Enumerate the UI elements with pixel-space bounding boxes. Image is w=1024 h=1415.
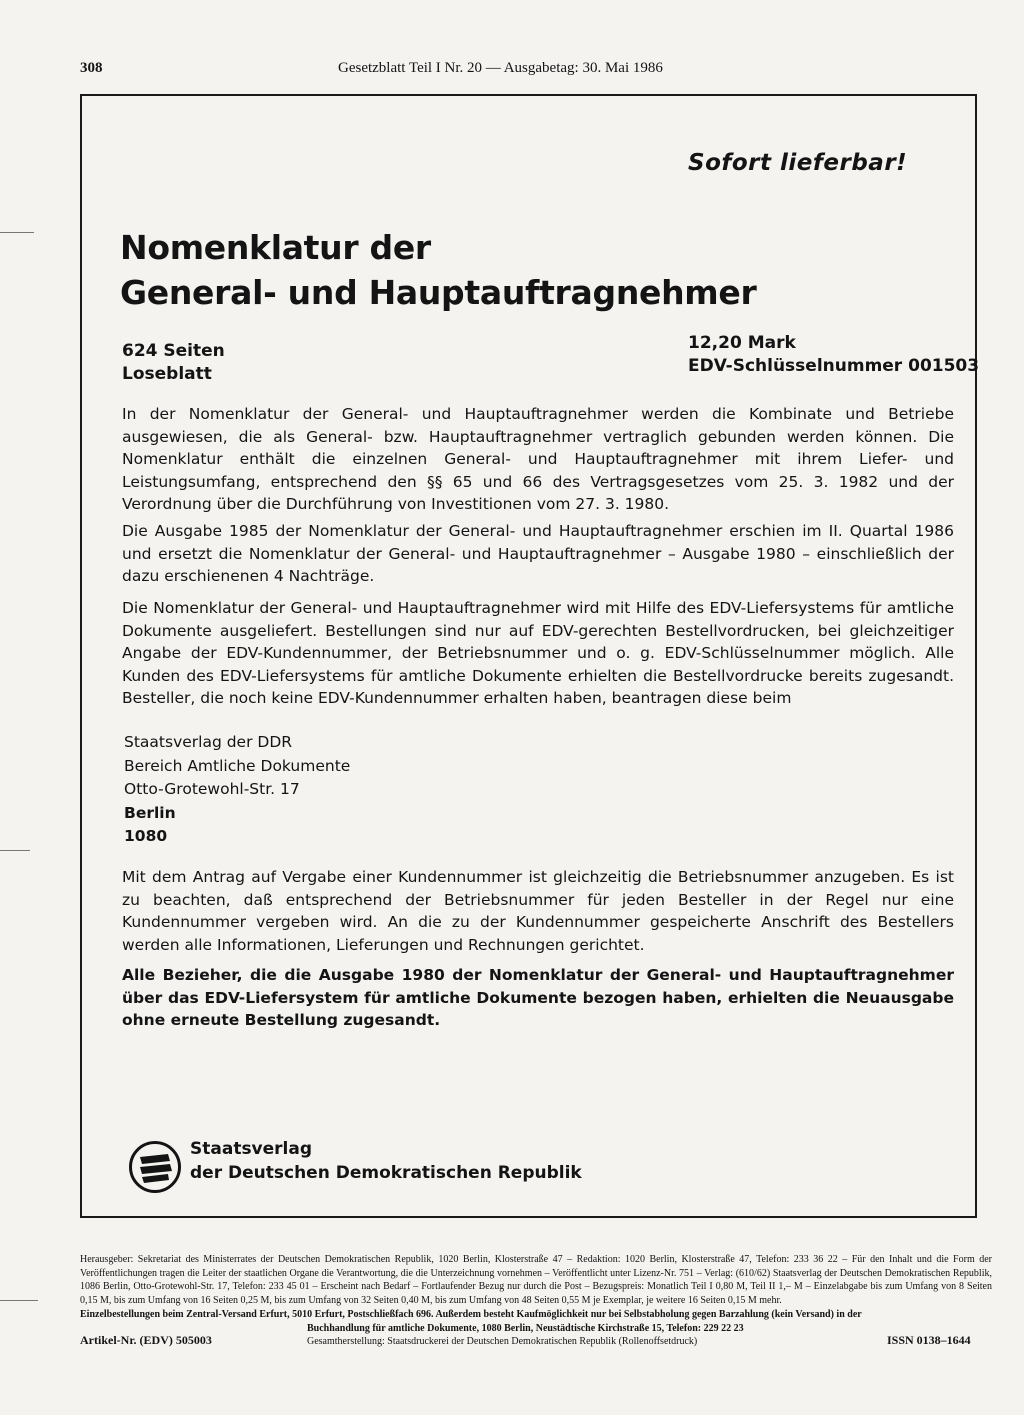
title-line-1: Nomenklatur der (120, 228, 431, 267)
imprint-text: Herausgeber: Sekretariat des Ministerrates der Deutschen Demokratischen Republik, 1020 Berlin, Klosterstraße 47 – Redaktion: 1020 Berlin, Klosterstraße 47, Telefon: 233 36 22 – Für den Inhalt und die Form der Veröffentlichungen tragen die Leiter der staatlichen Organe die Verantwortung, die die Unterzeichnung vornehmen – Veröffentlicht unter Lizenz-Nr. 751 – Verlag: (610/62) Staatsverlag der Deutschen Demokratischen Republik, 1086 Berlin, Otto-Grotewohl-Str. 17, Telefon: 233 45 01 – Erscheint nach Bedarf – Fortlaufender Bezug nur durch die Post – Bezugspreis: Monatlich Teil I 0,80 M, Teil II 1,– M – Einzelabgabe bis zum Umfang von 8 Seiten 0,15 M, bis zum Umfang von 16 Seiten 0,25 M, bis zum Umfang von 32 Seiten 0,40 M, bis zum Umfang von 48 Seiten 0,55 M je Exemplar, je weitere 16 Seiten 0,15 M mehr. (80, 1254, 992, 1306)
order-info: Einzelbestellungen beim Zentral-Versand Erfurt, 5010 Erfurt, Postschließfach 696. Außerdem besteht Kaufmöglichkeit nur bei Selbstabholung gegen Barzahlung (kein Versand) in der (80, 1309, 862, 1320)
ad-title (120, 225, 920, 315)
paragraph-3: Die Nomenklatur der General- und Hauptauftragnehmer wird mit Hilfe des EDV-Liefersystems für amtliche Dokumente ausgeliefert. Bestellungen sind nur auf EDV-gerechten Bestellvordrucken, bei gleichzeitiger Angabe der EDV-Kundennummer, der Betriebsnummer und o. g. EDV-Schlüsselnummer möglich. Alle Kunden des EDV-Liefersystems für amtliche Dokumente erhielten die Bestellvordrucke bereits zugesandt. Besteller, die noch keine EDV-Kundennummer erhalten haben, beantragen diese beim (122, 599, 954, 707)
address-line: Bereich Amtliche Dokumente (124, 756, 351, 775)
format: Loseblatt (122, 364, 212, 384)
paragraph-4: Mit dem Antrag auf Vergabe einer Kundennummer ist gleichzeitig die Betriebsnummer anzugeben. Es ist zu beachten, daß entsprechend der Betriebsnummer für jeden Besteller in der Regel nur eine Kundennummer vergeben wird. An die zu der Kundennummer gespeicherte Anschrift des Bestellers werden alle Informationen, Lieferungen und Rechnungen gerichtet. (122, 868, 954, 954)
bold-note: Alle Bezieher, die die Ausgabe 1980 der Nomenklatur der General- und Hauptauftragnehmer über das EDV-Liefersystem für amtliche Dokumente bezogen haben, erhielten die Neuausgabe ohne erneute Bestellung zugesandt. (122, 966, 954, 1029)
page-number: 308 (80, 60, 103, 76)
paragraph-2: Die Ausgabe 1985 der Nomenklatur der General- und Hauptauftragnehmer erschien im II. Quartal 1986 und ersetzt die Nomenklatur der General- und Hauptauftragnehmer – Ausgabe 1980 – einschließlich der dazu erschienenen 4 Nachträge. (122, 522, 954, 585)
footer-last-row (80, 1322, 992, 1352)
title-line-2: General- und Hauptauftragnehmer (120, 273, 757, 312)
product-info (122, 340, 225, 386)
publisher-line-2: der Deutschen Demokratischen Republik (190, 1163, 582, 1183)
address-postcode: 1080 (124, 827, 168, 845)
address-line: Staatsverlag der DDR (124, 733, 293, 751)
publisher-logo-icon (128, 1140, 182, 1194)
address-line: Otto-Grotewohl-Str. 17 (124, 780, 300, 798)
publisher-line-1: Staatsverlag (190, 1139, 313, 1159)
price-info (688, 332, 979, 378)
address-city: Berlin (124, 803, 176, 822)
article-number: Artikel-Nr. (EDV) 505003 (80, 1332, 212, 1347)
page-header (80, 60, 980, 82)
bookshop-info: Buchhandlung für amtliche Dokumente, 1080 Berlin, Neustädtische Kirchstraße 15, Telefon: 229 22 23 (307, 1322, 744, 1334)
address-block (124, 731, 350, 849)
margin-mark (0, 850, 30, 851)
edv-key: EDV-Schlüsselnummer 001503 (688, 356, 980, 376)
page-count: 624 Seiten (122, 341, 225, 361)
running-title: Gesetzblatt Teil I Nr. 20 — Ausgabetag: 30. Mai 1986 (338, 60, 663, 76)
footer-center (307, 1322, 827, 1349)
printer-info: Gesamtherstellung: Staatsdruckerei der Deutschen Demokratischen Republik (Rollenoffsetdruck) (307, 1336, 698, 1347)
imprint-footer (80, 1253, 992, 1352)
price: 12,20 Mark (688, 333, 796, 353)
tagline: Sofort lieferbar! (688, 150, 908, 176)
margin-mark (0, 232, 34, 233)
issn: ISSN 0138–1644 (887, 1332, 971, 1347)
margin-mark (0, 1300, 38, 1301)
paragraph-1: In der Nomenklatur der General- und Hauptauftragnehmer werden die Kombinate und Betriebe ausgewiesen, die als General- bzw. Hauptauftragnehmer vertraglich gebunden werden können. Die Nomenklatur enthält die einzelnen General- und Hauptauftragnehmer mit ihrem Liefer- und Leistungsumfang, entsprechend den §§ 65 und 66 des Vertragsgesetzes vom 25. 3. 1982 und der Verordnung über die Durchführung von Investitionen vom 27. 3. 1980. (122, 405, 954, 513)
publisher-name (190, 1137, 582, 1185)
